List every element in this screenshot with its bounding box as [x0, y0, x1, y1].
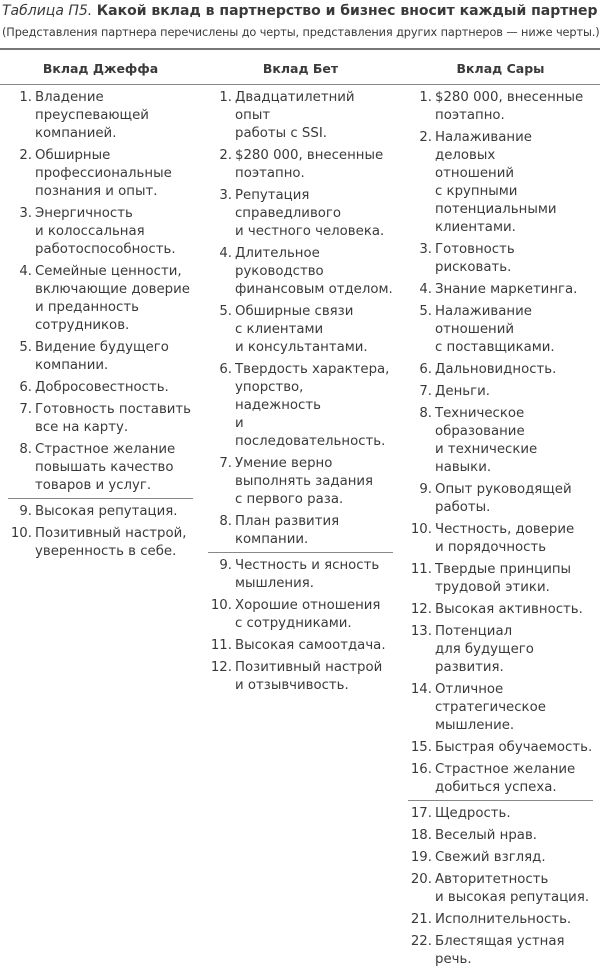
item-number: 20. — [410, 872, 432, 887]
item-text: Готовность поставить все на карту. — [35, 402, 192, 435]
item-text: Умение верно выполнять задания с первого раза. — [235, 456, 374, 507]
list-item — [408, 911, 593, 929]
item-number: 3. — [419, 242, 432, 257]
item-number: 6. — [19, 380, 32, 395]
item-text: Репутация справедливого и честного человека. — [235, 188, 385, 239]
list-item — [8, 263, 193, 335]
item-number: 8. — [19, 442, 32, 457]
contributions-own-list — [208, 89, 393, 549]
item-number: 10. — [410, 522, 432, 537]
list-item — [8, 401, 193, 437]
item-number: 22. — [410, 934, 432, 949]
item-number: 4. — [219, 246, 232, 261]
item-number: 11. — [210, 638, 232, 653]
item-text: Щедрость. — [435, 806, 511, 821]
list-item — [8, 89, 193, 143]
item-number: 1. — [419, 90, 432, 105]
list-item — [208, 147, 393, 183]
item-text: Позитивный настрой, уверенность в себе. — [35, 526, 187, 559]
list-item — [8, 441, 193, 495]
contributions-others-list — [8, 503, 193, 561]
item-number: 19. — [410, 850, 432, 865]
item-number: 6. — [219, 362, 232, 377]
item-number: 5. — [19, 340, 32, 355]
column-header-bet: Вклад Бет — [262, 61, 339, 76]
item-number: 11. — [410, 562, 432, 577]
header-rule — [0, 84, 600, 85]
top-rule — [0, 48, 600, 50]
item-text: Обширные связи с клиентами и консультантами. — [235, 304, 368, 355]
item-number: 5. — [219, 304, 232, 319]
item-number: 13. — [410, 624, 432, 639]
item-text: Честность, доверие и порядочность — [435, 522, 575, 555]
item-number: 3. — [219, 188, 232, 203]
item-number: 17. — [410, 806, 432, 821]
item-text: Готовность рисковать. — [435, 242, 515, 275]
item-text: Длительное руководство финансовым отделом. — [235, 246, 393, 297]
list-item — [208, 245, 393, 299]
item-number: 21. — [410, 912, 432, 927]
item-text: План развития компании. — [235, 514, 340, 547]
item-number: 7. — [219, 456, 232, 471]
list-item — [408, 805, 593, 823]
list-item — [208, 361, 393, 451]
item-text: Высокая самоотдача. — [235, 638, 386, 653]
column-header-jeff: Вклад Джеффа — [42, 61, 159, 76]
item-text: Исполнительность. — [435, 912, 572, 927]
item-number: 12. — [210, 660, 232, 675]
list-item — [408, 933, 593, 969]
list-item — [408, 89, 593, 125]
list-item — [408, 129, 593, 237]
list-item — [408, 827, 593, 845]
item-number: 8. — [219, 514, 232, 529]
list-item — [8, 525, 193, 561]
item-number: 9. — [19, 504, 32, 519]
item-text: Авторитетность и высокая репутация. — [435, 872, 590, 905]
item-text: Потенциал для будущего развития. — [435, 624, 534, 675]
list-item — [408, 561, 593, 597]
item-text: Добросовестность. — [35, 380, 169, 395]
item-number: 2. — [19, 148, 32, 163]
item-number: 16. — [410, 762, 432, 777]
item-text: Твердость характера, упорство, надежность и последовательность. — [235, 362, 390, 449]
item-text: Честность и ясность мышления. — [235, 558, 380, 591]
contributions-others-list — [208, 557, 393, 695]
item-text: Деньги. — [435, 384, 490, 399]
item-text: Хорошие отношения с сотрудниками. — [235, 598, 381, 631]
item-text: Энергичность и колоссальная работоспособность. — [35, 206, 176, 257]
item-text: $280 000, внесенные поэтапно. — [235, 148, 384, 181]
list-item — [208, 659, 393, 695]
list-item — [408, 383, 593, 401]
list-item — [408, 405, 593, 477]
item-number: 8. — [419, 406, 432, 421]
list-item — [408, 361, 593, 379]
item-text: Обширные профессиональные познания и опыт. — [35, 148, 172, 199]
item-number: 6. — [419, 362, 432, 377]
contributions-others-list — [408, 805, 593, 969]
list-item — [408, 303, 593, 357]
item-number: 9. — [219, 558, 232, 573]
item-number: 1. — [219, 90, 232, 105]
item-number: 4. — [19, 264, 32, 279]
item-text: Высокая репутация. — [35, 504, 178, 519]
list-item — [408, 623, 593, 677]
column-header-sara: Вклад Сары — [456, 61, 545, 76]
divider-line — [408, 800, 593, 801]
list-item — [408, 601, 593, 619]
item-number: 9. — [419, 482, 432, 497]
table-caption — [2, 2, 598, 20]
list-item — [8, 379, 193, 397]
item-number: 12. — [410, 602, 432, 617]
list-item — [208, 455, 393, 509]
list-item — [408, 521, 593, 557]
item-text: Твердые принципы трудовой этики. — [435, 562, 572, 595]
item-text: Страстное желание повышать качество товаров и услуг. — [35, 442, 176, 493]
item-text: Двадцатилетний опыт работы с SSI. — [235, 90, 355, 141]
contributions-own-list — [408, 89, 593, 797]
list-item — [8, 205, 193, 259]
list-item — [208, 187, 393, 241]
list-item — [408, 481, 593, 517]
list-item — [408, 241, 593, 277]
item-text: Налаживание отношений с поставщиками. — [435, 304, 555, 355]
item-number: 10. — [10, 526, 32, 541]
item-text: Владение преуспевающей компанией. — [35, 90, 149, 141]
list-item — [8, 147, 193, 201]
list-item — [408, 871, 593, 907]
item-number: 4. — [419, 282, 432, 297]
list-item — [208, 597, 393, 633]
table-subtitle: (Представления партнера перечислены до черты, представления других партнеров — ниже черты.) — [2, 26, 600, 39]
item-text: Веселый нрав. — [435, 828, 538, 843]
item-text: Опыт руководящей работы. — [435, 482, 572, 515]
list-item — [408, 739, 593, 757]
item-text: $280 000, внесенные поэтапно. — [435, 90, 584, 123]
item-number: 15. — [410, 740, 432, 755]
item-text: Дальновидность. — [435, 362, 557, 377]
item-text: Налаживание деловых отношений с крупными потенциальными клиентами. — [435, 130, 557, 235]
item-number: 18. — [410, 828, 432, 843]
contributions-own-list — [8, 89, 193, 495]
list-item — [208, 637, 393, 655]
column-jeff — [8, 89, 193, 565]
list-item — [208, 89, 393, 143]
item-text: Высокая активность. — [435, 602, 583, 617]
item-number: 1. — [19, 90, 32, 105]
item-text: Страстное желание добиться успеха. — [435, 762, 576, 795]
item-text: Позитивный настрой и отзывчивость. — [235, 660, 383, 693]
column-sara — [408, 89, 593, 973]
item-text: Отличное стратегическое мышление. — [435, 682, 546, 733]
divider-line — [8, 498, 193, 499]
item-number: 10. — [210, 598, 232, 613]
list-item — [208, 557, 393, 593]
table-label: Таблица П5. — [2, 3, 93, 19]
list-item — [8, 339, 193, 375]
item-text: Свежий взгляд. — [435, 850, 546, 865]
item-text: Знание маркетинга. — [435, 282, 578, 297]
divider-line — [208, 552, 393, 553]
list-item — [408, 761, 593, 797]
item-number: 14. — [410, 682, 432, 697]
list-item — [208, 513, 393, 549]
item-text: Семейные ценности, включающие доверие и преданность сотрудников. — [35, 264, 190, 333]
item-number: 7. — [19, 402, 32, 417]
item-number: 5. — [419, 304, 432, 319]
list-item — [208, 303, 393, 357]
item-text: Быстрая обучаемость. — [435, 740, 593, 755]
column-bet — [208, 89, 393, 699]
item-text: Техническое образование и технические навыки. — [435, 406, 538, 475]
table-title: Какой вклад в партнерство и бизнес вносит каждый партнер — [96, 3, 598, 19]
item-text: Блестящая устная речь. — [435, 934, 565, 967]
list-item — [408, 681, 593, 735]
item-number: 3. — [19, 206, 32, 221]
list-item — [408, 849, 593, 867]
list-item — [8, 503, 193, 521]
item-number: 2. — [419, 130, 432, 145]
item-text: Видение будущего компании. — [35, 340, 169, 373]
list-item — [408, 281, 593, 299]
item-number: 7. — [419, 384, 432, 399]
item-number: 2. — [219, 148, 232, 163]
